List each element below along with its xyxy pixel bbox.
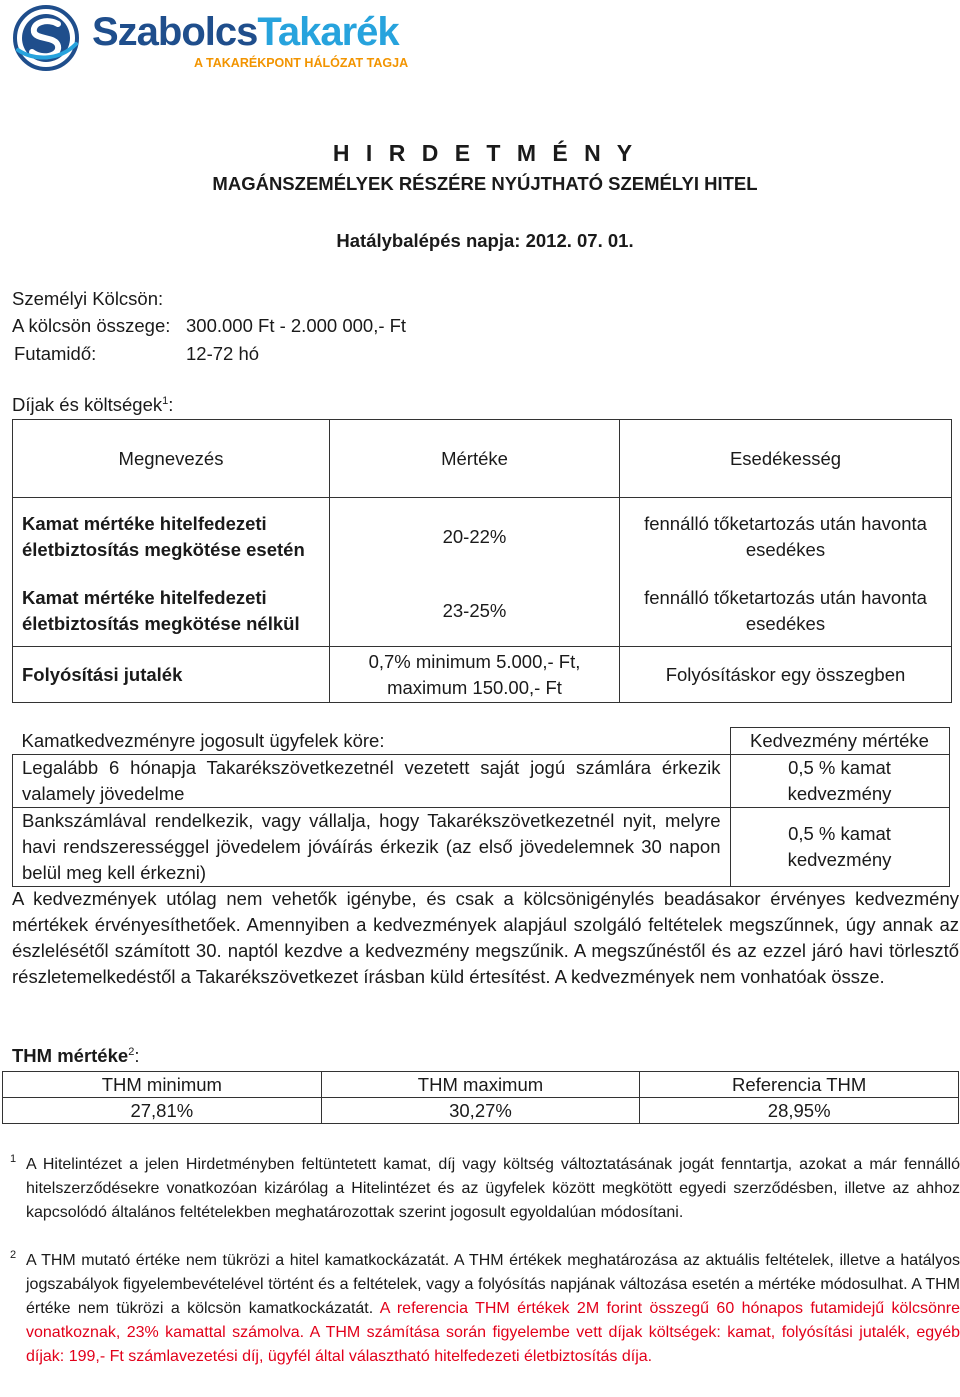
- fees-col-name: Megnevezés: [13, 420, 330, 498]
- fee-name: Kamat mértéke hitelfedezeti életbiztosítás megkötése esetén: [13, 498, 330, 577]
- table-row: [13, 576, 952, 647]
- discount-condition: Legalább 6 hónapja Takarékszövetkezetnél vezetett saját jogú számlára érkezik valamely jövedelme: [13, 755, 731, 808]
- thm-heading: [12, 1045, 139, 1067]
- footnote-text: A Hitelintézet a jelen Hirdetményben feltüntetett kamat, díj vagy költség változtatásának jogát fenntartja, azokat a már fennálló hitelszerződésekre vonatkozóan kizárólag a Hitelintézet és az ügyfelek között megkötött egyedi szerződésben, illetve az ahhoz kapcsolódó általános feltételekben meghatározottak szerint jogosult egyoldalúan módosítani.: [26, 1156, 960, 1221]
- fee-rate: 20-22%: [330, 498, 620, 577]
- loan-amount-label: A kölcsön összege:: [12, 315, 171, 336]
- discount-header-row: [13, 728, 950, 755]
- discount-rate: 0,5 % kamat kedvezmény: [730, 755, 949, 808]
- loan-heading: Személyi Kölcsön:: [12, 288, 164, 309]
- fees-col-due: Esedékesség: [620, 420, 952, 498]
- thm-col-max: THM maximum: [321, 1072, 640, 1098]
- discount-rate: 0,5 % kamat kedvezmény: [730, 808, 949, 887]
- footnote-text: A THM mutató értéke nem tükrözi a hitel kamatkockázatát. A THM értékek meghatározása az aktuális feltételek, illetve a hatályos jogszabályok figyelembevételével történt és a feltételek, vagy a folyósítás napjának változása esetén a mértéke módosulhat. A THM értéke nem tükrözi a kölcsön kamatkockázatát.: [26, 1252, 960, 1317]
- footnote-2: [10, 1249, 960, 1369]
- fees-footnote-ref: 1: [162, 394, 169, 407]
- footnote-1: [10, 1153, 960, 1225]
- discount-rate-heading: Kedvezmény mértéke: [730, 728, 949, 755]
- thm-col-min: THM minimum: [3, 1072, 322, 1098]
- fees-heading-text: Díjak és költségek: [12, 394, 163, 415]
- thm-min-value: 27,81%: [3, 1098, 322, 1124]
- discount-condition: Bankszámlával rendelkezik, vagy vállalja, hogy Takarékszövetkezetnél nyit, melyre havi rendszerességgel jövedelem jóváírás érkezik (az első jövedelemnek 30 napon belül meg kell érkezni): [13, 808, 731, 887]
- document-subtitle: MAGÁNSZEMÉLYEK RÉSZÉRE NYÚJTHATÓ SZEMÉLYI HITEL: [212, 173, 758, 194]
- footnote-number: 1: [10, 1153, 17, 1165]
- logo-word-szabolcs: Szabolcs: [92, 10, 258, 54]
- document-title: H I R D E T M É N Y: [332, 140, 638, 166]
- effective-date: Hatálybalépés napja: 2012. 07. 01.: [336, 230, 634, 251]
- thm-ref-value: 28,95%: [640, 1098, 959, 1124]
- discount-table: [12, 727, 950, 887]
- discount-note: A kedvezmények utólag nem vehetők igénybe, és csak a kölcsönigénylés beadásakor érvényes kedvezmény mértékek érvényesíthetőek. Amennyiben a kedvezmények alapjául szolgáló feltételek megszűnnek, úgy annak az észlelésétől számított 30. naptól kezdve a kedvezmény megszűnik. A megszűnéstől és az ezzel járó havi törlesztő részletemelkedéstől a Takarékszövetkezet írásban küld értesítést. A kedvezmények nem vonhatóak össze.: [12, 888, 959, 987]
- fee-due: fennálló tőketartozás után havonta esedékes: [620, 576, 952, 647]
- loan-amount-value: 300.000 Ft - 2.000 000,- Ft: [186, 315, 407, 336]
- footnote-number: 2: [10, 1249, 17, 1261]
- fees-header-row: [13, 420, 952, 498]
- table-row: [3, 1098, 959, 1124]
- fee-due: Folyósításkor egy összegben: [620, 647, 952, 703]
- thm-heading-colon: :: [134, 1045, 140, 1066]
- thm-max-value: 30,27%: [321, 1098, 640, 1124]
- table-row: [13, 808, 950, 887]
- fee-name: Kamat mértéke hitelfedezeti életbiztosítás megkötése nélkül: [13, 576, 330, 647]
- loan-term-label: Futamidő:: [14, 343, 97, 364]
- thm-header-row: [3, 1072, 959, 1098]
- fee-name: Folyósítási jutalék: [13, 647, 330, 703]
- thm-footnote-ref: 2: [128, 1045, 135, 1058]
- thm-heading-text: THM mértéke: [12, 1045, 129, 1066]
- thm-table: [2, 1071, 959, 1124]
- bank-logo-icon: [12, 4, 82, 72]
- thm-col-ref: Referencia THM: [640, 1072, 959, 1098]
- table-row: [13, 498, 952, 577]
- bank-logo: [12, 4, 412, 76]
- fee-rate: 0,7% minimum 5.000,- Ft, maximum 150.00,- Ft: [330, 647, 620, 703]
- table-row: [13, 647, 952, 703]
- loan-term-value: 12-72 hó: [186, 343, 260, 364]
- fees-table: [12, 419, 952, 703]
- fee-rate: 23-25%: [330, 576, 620, 647]
- fee-due: fennálló tőketartozás után havonta esedékes: [620, 498, 952, 577]
- fees-col-rate: Mértéke: [330, 420, 620, 498]
- logo-wordmark: [92, 10, 399, 55]
- footnote-text-block: [26, 1249, 960, 1369]
- table-row: [13, 755, 950, 808]
- footnote-highlight-text: A referencia THM értékek 2M forint összegű 60 hónapos futamidejű kölcsönre vonatkoznak, 23% kamattal számolva. A THM számítása során figyelembe vett díjak költségek: kamat, folyósítási jutalék, egyéb díjak: 199,- Ft számlavezetési díj, ügyfél által választható hitelfedezeti életbiztosítás díja.: [26, 1300, 960, 1365]
- logo-word-takarek: Takarék: [257, 10, 399, 54]
- discount-heading: Kamatkedvezményre jogosult ügyfelek köre:: [13, 728, 731, 755]
- logo-tagline: A TAKARÉKPONT HÁLÓZAT TAGJA: [194, 56, 409, 70]
- fees-heading: [12, 394, 173, 416]
- fees-heading-colon: :: [168, 394, 174, 415]
